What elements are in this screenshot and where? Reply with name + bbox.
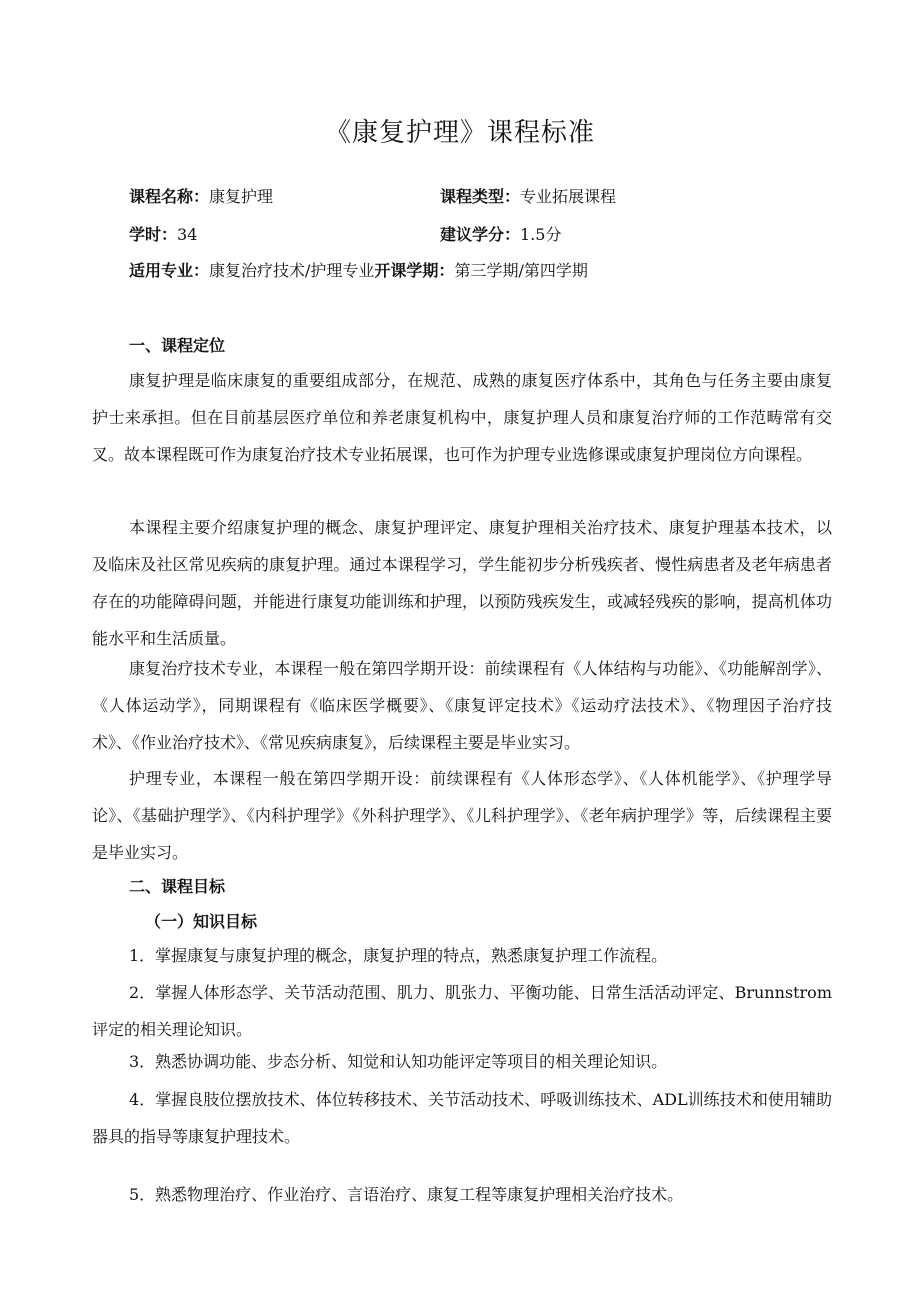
goal-item-4: 4．掌握良肢位摆放技术、体位转移技术、关节活动技术、呼吸训练技术、ADL训练技术和使用辅助器具的指导等康复护理技术。 xyxy=(92,1090,832,1146)
hours-value: 34 xyxy=(177,225,198,244)
goal-item-1: 1．掌握康复与康复护理的概念，康复护理的特点，熟悉康复护理工作流程。 xyxy=(129,946,668,965)
credits-value: 1.5分 xyxy=(520,225,562,244)
section-1-paragraph-2: 本课程主要介绍康复护理的概念、康复护理评定、康复护理相关治疗技术、康复护理基本技术，以及临床及社区常见疾病的康复护理。通过本课程学习，学生能初步分析残疾者、慢性病患者及老年病患者存在的功能障碍问题，并能进行康复功能训练和护理，以预防残疾发生，或减轻残疾的影响，提高机体功能水平和生活质量。 xyxy=(92,518,832,648)
goal-item-5: 5．熟悉物理治疗、作业治疗、言语治疗、康复工程等康复护理相关治疗技术。 xyxy=(129,1185,684,1204)
goal-item-3: 3．熟悉协调功能、步态分析、知觉和认知功能评定等项目的相关理论知识。 xyxy=(129,1052,668,1071)
course-type-label: 课程类型： xyxy=(440,187,521,206)
hours-field xyxy=(129,224,197,246)
document-title: 《康复护理》课程标准 xyxy=(324,118,595,148)
semester-label: 开课学期： xyxy=(374,261,455,280)
course-name-label: 课程名称： xyxy=(129,187,210,206)
section-1-heading: 一、课程定位 xyxy=(129,336,226,355)
major-semester-field xyxy=(129,260,588,282)
course-type-value: 专业拓展课程 xyxy=(520,187,617,206)
hours-label: 学时： xyxy=(129,225,178,244)
credits-label: 建议学分： xyxy=(440,225,521,244)
major-value: 康复治疗技术/护理专业 xyxy=(209,261,375,280)
course-name-value: 康复护理 xyxy=(209,187,274,206)
course-type-field xyxy=(440,186,616,208)
section-1-paragraph-1: 康复护理是临床康复的重要组成部分，在规范、成熟的康复医疗体系中，其角色与任务主要由康复护士来承担。但在目前基层医疗单位和养老康复机构中，康复护理人员和康复治疗师的工作范畴常有交叉。故本课程既可作为康复治疗技术专业拓展课，也可作为护理专业选修课或康复护理岗位方向课程。 xyxy=(92,371,832,464)
credits-field xyxy=(440,224,561,246)
goal-item-2: 2．掌握人体形态学、关节活动范围、肌力、肌张力、平衡功能、日常生活活动评定、Brunnstrom评定的相关理论知识。 xyxy=(92,983,832,1039)
major-label: 适用专业： xyxy=(129,261,210,280)
section-1-paragraph-4: 护理专业，本课程一般在第四学期开设：前续课程有《人体形态学》、《人体机能学》、《护理学导论》、《基础护理学》、《内科护理学》《外科护理学》、《儿科护理学》、《老年病护理学》等，后续课程主要是毕业实习。 xyxy=(92,769,832,862)
course-name-field xyxy=(129,186,273,208)
semester-value: 第三学期/第四学期 xyxy=(454,261,588,280)
section-1-paragraph-3: 康复治疗技术专业，本课程一般在第四学期开设：前续课程有《人体结构与功能》、《功能解剖学》、《人体运动学》，同期课程有《临床医学概要》、《康复评定技术》《运动疗法技术》、《物理因子治疗技术》、《作业治疗技术》、《常见疾病康复》，后续课程主要是毕业实习。 xyxy=(92,659,832,752)
knowledge-goals-heading: （一）知识目标 xyxy=(145,912,258,931)
section-2-heading: 二、课程目标 xyxy=(129,877,226,896)
